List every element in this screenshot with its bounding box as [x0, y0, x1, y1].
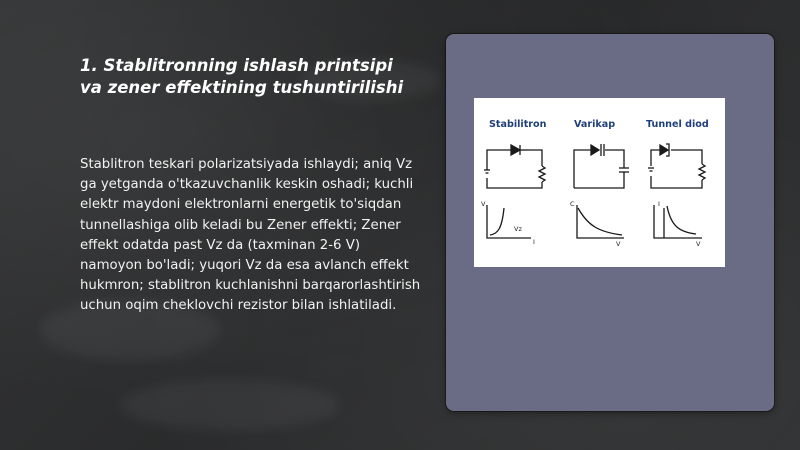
graph-axis-label: I: [533, 238, 535, 246]
varikap-label: Varikap: [574, 119, 616, 130]
stabilitron-graph: [487, 205, 531, 238]
graph-axis-label: C: [570, 200, 575, 208]
graph-axis-label: V: [696, 240, 701, 248]
varikap-graph: [577, 205, 624, 238]
chalk-smudge: [120, 380, 340, 430]
stabilitron-circuit: [484, 145, 545, 188]
graph-axis-label: I: [658, 200, 660, 208]
tunnel-graph: [654, 205, 702, 238]
graph-axis-label: V: [616, 240, 621, 248]
tunnel-diode-label: Tunnel diod: [646, 119, 709, 130]
slide-body-text: Stablitron teskari polarizatsiyada ishlaydi; aniq Vz ga yetganda o'tkazuvchanlik keskin oshadi; kuchli elektr maydoni elektronlarni energetik to'siqdan tunnellashiga olib keladi bu Zener effekti; Zener effekt odatda past Vz da (taxminan 2-6 V) namoyon bo'ladi; yuqori Vz da esa avlanch effekt hukmron; stablitron kuchlanishni barqarorlashtirish uchun oqim cheklovchi rezistor bilan ishlatiladi.: [80, 157, 421, 314]
slide-title: 1. Stablitronning ishlash printsipi va zener effektining tushuntirilishi: [80, 56, 404, 97]
graph-curve-label: Vz: [514, 225, 522, 233]
varikap-circuit: [574, 144, 629, 188]
graph-axis-label: V: [481, 200, 486, 208]
tunnel-circuit: [648, 144, 705, 188]
stabilitron-label: Stabilitron: [489, 119, 547, 130]
